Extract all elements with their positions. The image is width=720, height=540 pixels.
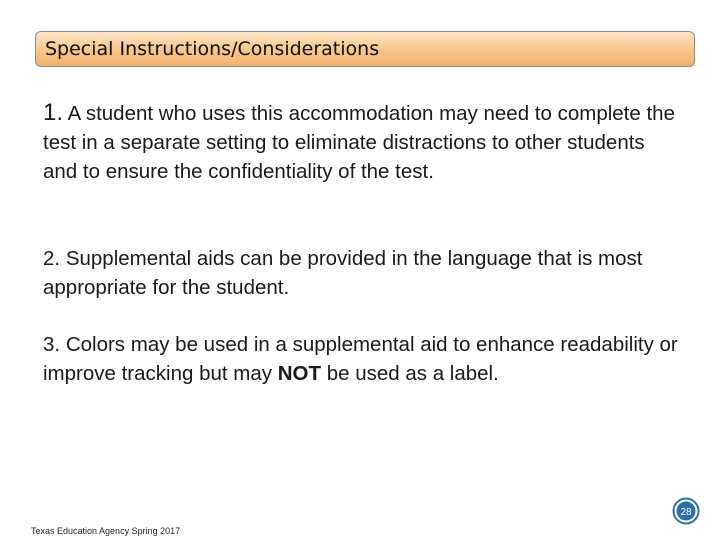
item-number: 2. bbox=[43, 247, 61, 270]
page-number-badge bbox=[672, 497, 700, 525]
item-text: Colors may be used in a supplemental aid to enhance readability or improve tracking but may bbox=[43, 333, 678, 385]
item-text: Supplemental aids can be provided in the language that is most appropriate for the student. bbox=[43, 247, 643, 299]
footer-text: Texas Education Agency Spring 2017 bbox=[31, 526, 181, 536]
instruction-item-1 bbox=[43, 98, 683, 186]
slide-title-bar bbox=[35, 31, 695, 67]
item-text: A student who uses this accommodation may need to complete the test in a separate setting to eliminate distractions to other students and to ensure the confidentiality of the test. bbox=[43, 102, 675, 183]
item-number: 3. bbox=[43, 333, 61, 356]
page-number: 28 bbox=[680, 507, 692, 518]
item-emphasis: NOT bbox=[277, 362, 321, 385]
instruction-item-2 bbox=[43, 244, 683, 302]
instruction-item-3 bbox=[43, 330, 683, 388]
item-text-continued: be used as a label. bbox=[326, 362, 499, 385]
slide-title: Special Instructions/Considerations bbox=[45, 38, 380, 60]
item-number: 1. bbox=[43, 99, 64, 126]
